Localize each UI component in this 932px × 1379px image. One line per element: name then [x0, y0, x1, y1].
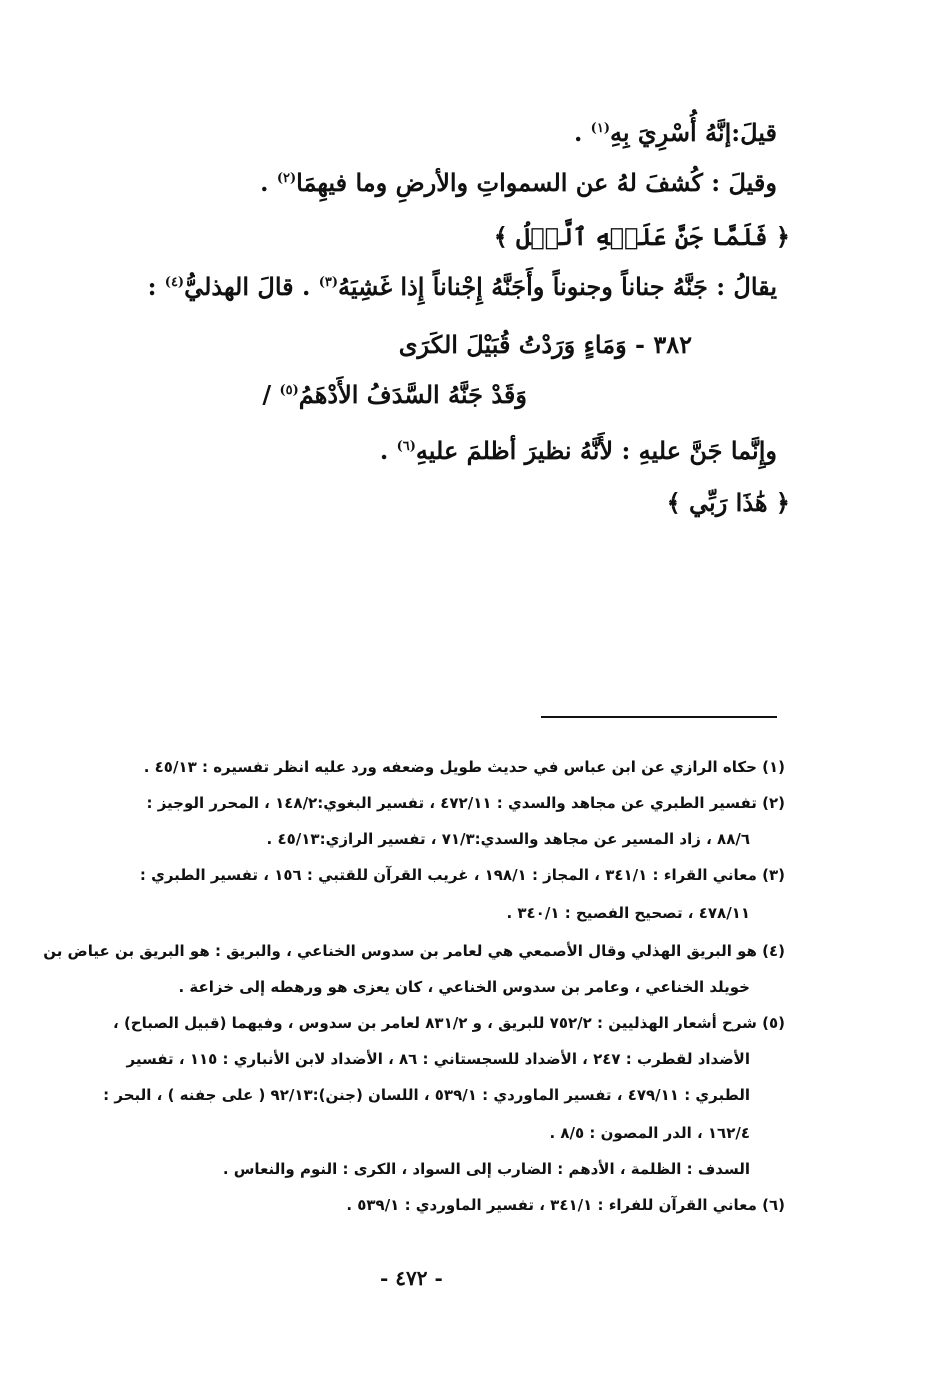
footnote-5-line-2: الأضداد لقطرب : ٢٤٧ ، الأضداد للسجستاني : ٨٦ ، الأضداد لابن الأنباري : ١١٥ ، تفسير — [126, 1050, 750, 1068]
line-4-mid: . قالَ الهذليُّ — [184, 272, 319, 301]
footnote-4-line-1: (٤) هو البريق الهذلي وقال الأصمعي هي لعامر بن سدوس الخناعي ، والبريق : هو البريق بن عياض بن — [43, 942, 785, 960]
line-4-end: : — [147, 272, 165, 301]
poem-verse-second-half — [262, 380, 527, 409]
text-line-4 — [148, 272, 777, 301]
footnote-ref-4: (٤) — [164, 275, 185, 290]
footnote-1: (١) حكاه الرازي عن ابن عباس في حديث طويل وضعفه ورد عليه انظر تفسيره : ٤٥/١٣ . — [143, 758, 785, 776]
text-line-2 — [260, 168, 777, 197]
footnote-2-line-2: ٨٨/٦ ، زاد المسير عن مجاهد والسدي:٧١/٣ ، تفسير الرازي:٤٥/١٣ . — [266, 830, 750, 848]
line-1-end: . — [573, 118, 591, 147]
footnote-4-line-2: خويلد الخناعي ، وعامر بن سدوس الخناعي ، كان يعزى هو ورهطه إلى خزاعة . — [178, 978, 750, 996]
footnote-ref-2: (٢) — [276, 171, 297, 186]
text-line-7 — [380, 436, 777, 465]
footnote-5-line-1: (٥) شرح أشعار الهذليين : ٧٥٢/٢ للبريق ، و ٨٣١/٢ لعامر بن سدوس ، وفيهما (قبيل الصباح) ، — [113, 1014, 785, 1032]
poem-verse-first-half — [399, 330, 692, 359]
footnote-6: (٦) معاني القرآن للفراء : ٣٤١/١ ، تفسير الماوردي : ٥٣٩/١ . — [346, 1196, 785, 1214]
line-7-end: . — [379, 436, 397, 465]
footnote-ref-3: (٣) — [318, 275, 338, 290]
line-7-text: وإِنَّما جَنَّ عليهِ : لأَنَّهُ نظيرَ أظلمَ عليهِ — [415, 436, 777, 465]
footnote-5-gloss: السدف : الظلمة ، الأدهم : الضارب إلى السواد ، الكرى : النوم والنعاس . — [222, 1160, 750, 1178]
footnote-ref-1: (١) — [590, 121, 610, 136]
footnote-ref-6: (٦) — [396, 439, 416, 454]
quran-verse-2-text: ﴿ هَٰذَا رَبِّي ﴾ — [666, 488, 790, 517]
poem-verse-first-half-text: ٣٨٢ - وَمَاءٍ وَرَدْتُ قُبَيْلَ الكَرَى — [398, 330, 692, 359]
quran-verse-1 — [494, 222, 790, 251]
footnote-separator — [541, 716, 777, 718]
quran-verse-2 — [667, 488, 790, 517]
footnote-3-line-1: (٣) معاني القراء : ٣٤١/١ ، المجاز : ١٩٨/١ ، غريب القرآن للقتبي : ١٥٦ ، تفسير الطبري : — [139, 866, 785, 884]
line-1-text: قيلَ:إنَّهُ أُسْرِيَ بِهِ — [609, 118, 777, 147]
poem-verse-end: / — [262, 380, 280, 409]
line-4-text: يقالُ : جَنَّهُ جناناً وجنوناً وأَجَنَّهُ إِجْناناً إِذا غَشِيَهُ — [337, 272, 777, 301]
footnote-3-line-2: ٤٧٨/١١ ، تصحيح الفصيح : ٣٤٠/١ . — [506, 904, 750, 922]
text-line-1 — [574, 118, 777, 147]
line-2-end: . — [260, 168, 277, 197]
footnote-5-line-4: ١٦٢/٤ ، الدر المصون : ٨/٥ . — [549, 1124, 750, 1142]
footnote-5-line-3: الطبري : ٤٧٩/١١ ، تفسير الماوردي : ٥٣٩/١ ، اللسان (جنن):٩٢/١٣ ( على جفنه ) ، البحر : — [103, 1086, 750, 1104]
footnote-2-line-1: (٢) تفسير الطبري عن مجاهد والسدي : ٤٧٢/١١ ، تفسير البغوي:١٤٨/٢ ، المحرر الوجيز : — [146, 794, 785, 812]
quran-verse-1-text: ﴿ فَلَمَّا جَنَّ عَلَيۡهِ ٱلَّيۡلُ ﴾ — [493, 222, 790, 251]
line-2-text: وقيلَ : كُشفَ لهُ عن السمواتِ والأرضِ وما فيهِمَا — [296, 168, 777, 197]
page-number: - ٤٧٢ - — [380, 1266, 443, 1290]
footnote-ref-5: (٥) — [279, 383, 299, 398]
poem-verse-second-half-text: وَقَدْ جَنَّهُ السَّدَفُ الأَدْهَمُ — [298, 380, 527, 409]
